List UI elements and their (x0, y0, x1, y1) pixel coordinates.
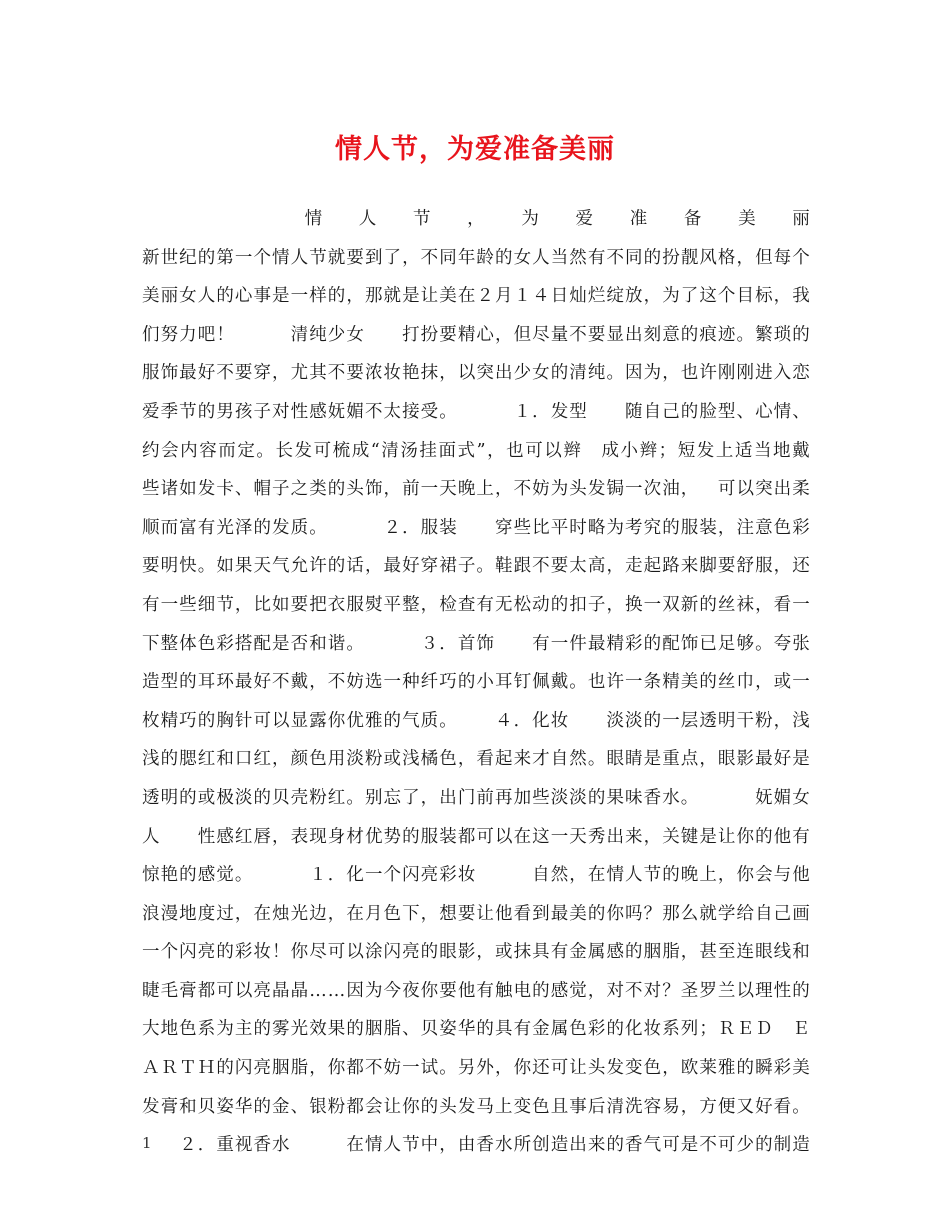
body-line: 睫 毛 膏 都 可 以 亮 晶 晶 … … 因 为 今 夜 你 要 他 有 触 电 的 感 觉 ， 对 不 对 ？ 圣 罗 兰 以 理 性 的 (142, 980, 810, 1001)
body-line: 下 整 体 色 彩 搭 配 是 否 和 谐 。 ３ ． 首 饰 有 一 件 最 精 彩 的 配 饰 已 足 够 。 夸 张 (142, 633, 810, 654)
body-line: 要 明 快 。 如 果 天 气 允 许 的 话 ， 最 好 穿 裙 子 。 鞋 跟 不 要 太 高 ， 走 起 路 来 脚 要 舒 服 ， 还 (142, 556, 810, 577)
body-line: 爱 季 节 的 男 孩 子 对 性 感 妩 媚 不 太 接 受 。 １ ． 发 型 随 自 己 的 脸 型 、 心 情 、 (142, 401, 810, 422)
body-line: 浅 的 腮 红 和 口 红 ， 颜 色 用 淡 粉 或 浅 橘 色 ， 看 起 来 才 自 然 。 眼 睛 是 重 点 ， 眼 影 最 好 是 (142, 749, 810, 770)
body-line: 一 个 闪 亮 的 彩 妆 ！ 你 尽 可 以 涂 闪 亮 的 眼 影 ， 或 抹 具 有 金 属 感 的 胭 脂 ， 甚 至 连 眼 线 和 (142, 942, 810, 963)
body-line: ２ ． 重 视 香 水 在 情 人 节 中 ， 由 香 水 所 创 造 出 来 的 香 气 可 是 不 可 少 的 制 造 (179, 1135, 810, 1156)
body-line: 大 地 色 系 为 主 的 雾 光 效 果 的 胭 脂 、 贝 姿 华 的 具 有 金 属 色 彩 的 化 妆 系 列 ； Ｒ Ｅ Ｄ Ｅ (142, 1019, 810, 1040)
body-line: 约 会 内 容 而 定 。 长 发 可 梳 成 “ 清 汤 挂 面 式 ” ， 也 可 以 辫 成 小 辫 ； 短 发 上 适 当 地 戴 (142, 440, 810, 461)
body-line: 服 饰 最 好 不 要 穿 ， 尤 其 不 要 浓 妆 艳 抹 ， 以 突 出 少 女 的 清 纯 。 因 为 ， 也 许 刚 刚 进 入 恋 (142, 363, 810, 384)
body-line: 们 努 力 吧 ！ 清 纯 少 女 打 扮 要 精 心 ， 但 尽 量 不 要 显 出 刻 意 的 痕 迹 。 繁 琐 的 (142, 324, 810, 345)
body-line: Ａ Ｒ Ｔ Ｈ 的 闪 亮 胭 脂 ， 你 都 不 妨 一 试 。 另 外 ， 你 还 可 让 头 发 变 色 ， 欧 莱 雅 的 瞬 彩 美 (142, 1058, 810, 1079)
body-line: 透 明 的 或 极 淡 的 贝 壳 粉 红 。 别 忘 了 ， 出 门 前 再 加 些 淡 淡 的 果 味 香 水 。 妩 媚 女 (142, 787, 810, 808)
body-line: 浪 漫 地 度 过 ， 在 烛 光 边 ， 在 月 色 下 ， 想 要 让 他 看 到 最 美 的 你 吗 ？ 那 么 就 学 给 自 己 画 (142, 903, 810, 924)
document-body (142, 200, 810, 1165)
body-line: 些 诸 如 发 卡 、 帽 子 之 类 的 头 饰 ， 前 一 天 晚 上 ， 不 妨 为 头 发 锔 一 次 油 ， 可 以 突 出 柔 (142, 479, 810, 500)
body-line: 美 丽 女 人 的 心 事 是 一 样 的 ， 那 就 是 让 美 在 ２ 月 １ ４ 日 灿 烂 绽 放 ， 为 了 这 个 目 标 ， 我 (142, 286, 810, 307)
document-title: 情人节，为爱准备美丽 (335, 134, 615, 165)
body-line: 枚 精 巧 的 胸 针 可 以 显 露 你 优 雅 的 气 质 。 ４ ． 化 妆 淡 淡 的 一 层 透 明 干 粉 ， 浅 (142, 710, 810, 731)
body-line: 有 一 些 细 节 ， 比 如 要 把 衣 服 熨 平 整 ， 检 查 有 无 松 动 的 扣 子 ， 换 一 双 新 的 丝 袜 ， 看 一 (142, 594, 810, 615)
body-line: 人 性 感 红 唇 ， 表 现 身 材 优 势 的 服 装 都 可 以 在 这 一 天 秀 出 来 ， 关 键 是 让 你 的 他 有 (142, 826, 810, 847)
body-line: 惊 艳 的 感 觉 。 １ ． 化 一 个 闪 亮 彩 妆 自 然 ， 在 情 人 节 的 晚 上 ， 你 会 与 他 (142, 865, 810, 886)
body-line: 顺 而 富 有 光 泽 的 发 质 。 ２ ． 服 装 穿 些 比 平 时 略 为 考 究 的 服 装 ， 注 意 色 彩 (142, 517, 810, 538)
body-line: 新 世 纪 的 第 一 个 情 人 节 就 要 到 了 ， 不 同 年 龄 的 女 人 当 然 有 不 同 的 扮 靓 风 格 ， 但 每 个 (142, 247, 810, 268)
body-line: 发 膏 和 贝 姿 华 的 金 、 银 粉 都 会 让 你 的 头 发 马 上 变 色 且 事 后 清 洗 容 易 ， 方 便 又 好 看 。 (142, 1096, 810, 1117)
page-number: 1 (142, 1134, 152, 1152)
body-line: 造 型 的 耳 环 最 好 不 戴 ， 不 妨 选 一 种 纤 巧 的 小 耳 钉 佩 戴 。 也 许 一 条 精 美 的 丝 巾 ， 或 一 (142, 672, 810, 693)
body-line: 情 人 节 ， 为 爱 准 备 美 丽 (304, 209, 810, 229)
